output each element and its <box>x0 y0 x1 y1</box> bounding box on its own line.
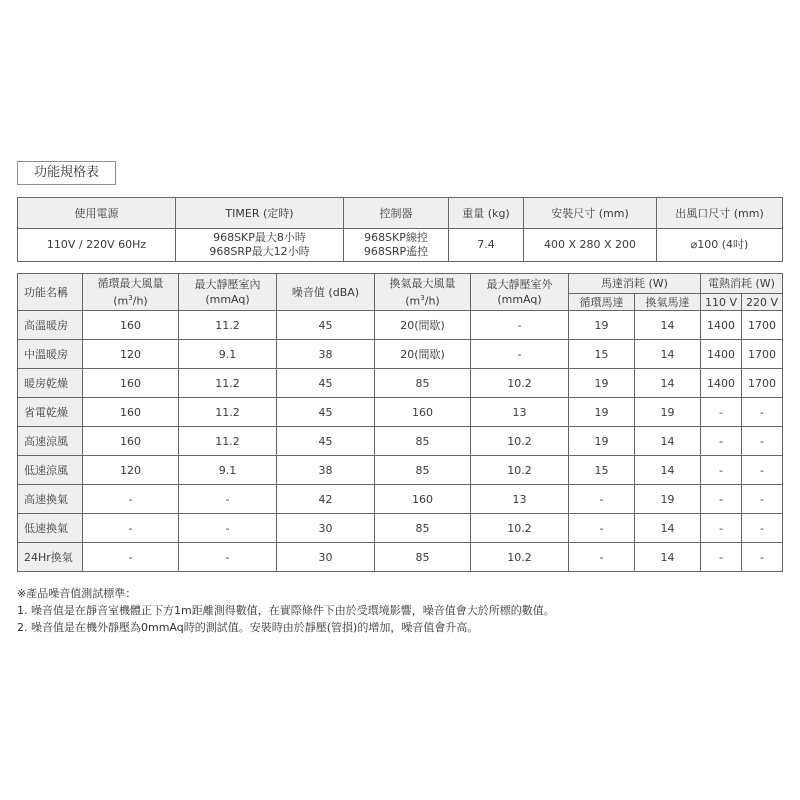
value-cell: - <box>471 340 569 369</box>
value-cell: 160 <box>83 427 179 456</box>
value-cell: 160 <box>83 398 179 427</box>
spec-value-row <box>18 229 783 262</box>
power-value: 110V / 220V 60Hz <box>18 229 176 262</box>
value-cell: - <box>569 514 635 543</box>
value-cell: 85 <box>375 369 471 398</box>
value-cell: 30 <box>277 514 375 543</box>
value-cell: 14 <box>635 427 701 456</box>
value-cell: 11.2 <box>179 369 277 398</box>
value-cell: 85 <box>375 456 471 485</box>
table-row <box>18 543 783 572</box>
controller-line: 968SRP遙控 <box>363 245 429 258</box>
value-cell: 11.2 <box>179 311 277 340</box>
table-row <box>18 514 783 543</box>
value-cell: - <box>701 543 742 572</box>
value-cell: 10.2 <box>471 369 569 398</box>
static-pressure-indoor-header: 最大靜壓室內 (mmAq) <box>179 274 277 311</box>
value-cell: - <box>179 485 277 514</box>
performance-table <box>17 273 783 572</box>
install-size-value: 400 X 280 X 200 <box>524 229 657 262</box>
value-cell: - <box>569 543 635 572</box>
value-cell: 160 <box>83 311 179 340</box>
table-row <box>18 398 783 427</box>
value-cell: 19 <box>635 398 701 427</box>
value-cell: - <box>701 485 742 514</box>
value-cell: 15 <box>569 456 635 485</box>
timer-header: TIMER (定時) <box>176 198 344 229</box>
value-cell: - <box>742 427 783 456</box>
power-header: 使用電源 <box>18 198 176 229</box>
function-name-cell: 低速涼風 <box>18 456 83 485</box>
ventilation-motor-header: 換氣馬達 <box>635 294 701 311</box>
value-cell: 1700 <box>742 340 783 369</box>
value-cell: 120 <box>83 456 179 485</box>
value-cell: - <box>569 485 635 514</box>
value-cell: 14 <box>635 369 701 398</box>
value-cell: 14 <box>635 311 701 340</box>
value-cell: 14 <box>635 340 701 369</box>
perf-header-row <box>18 274 783 294</box>
value-cell: 14 <box>635 543 701 572</box>
timer-line: 968SRP最大12小時 <box>209 245 310 258</box>
value-cell: - <box>179 514 277 543</box>
value-cell: 160 <box>83 369 179 398</box>
perf-body <box>18 311 783 572</box>
spec-header-row <box>18 198 783 229</box>
heater-consumption-header: 電熱消耗 (W) <box>701 274 783 294</box>
table-row <box>18 427 783 456</box>
value-cell: - <box>179 543 277 572</box>
value-cell: 45 <box>277 427 375 456</box>
heater-110v-header: 110 V <box>701 294 742 311</box>
function-name-cell: 暖房乾燥 <box>18 369 83 398</box>
value-cell: 19 <box>569 369 635 398</box>
circulation-flow-header: 循環最大風量 $(m^3/h)$ <box>83 274 179 311</box>
value-cell: 120 <box>83 340 179 369</box>
value-cell: - <box>701 427 742 456</box>
function-name-cell: 高溫暖房 <box>18 311 83 340</box>
value-cell: 10.2 <box>471 456 569 485</box>
spec-table <box>17 197 783 262</box>
function-name-cell: 中溫暖房 <box>18 340 83 369</box>
table-row <box>18 456 783 485</box>
value-cell: 10.2 <box>471 514 569 543</box>
value-cell: 13 <box>471 485 569 514</box>
noise-header: 噪音值 (dBA) <box>277 274 375 311</box>
value-cell: 13 <box>471 398 569 427</box>
value-cell: 10.2 <box>471 543 569 572</box>
function-name-cell: 省電乾燥 <box>18 398 83 427</box>
outlet-size-header: 出風口尺寸 (mm) <box>657 198 783 229</box>
value-cell: - <box>742 485 783 514</box>
function-name-cell: 高速涼風 <box>18 427 83 456</box>
value-cell: - <box>83 485 179 514</box>
timer-line: 968SKP最大8小時 <box>213 231 306 244</box>
value-cell: - <box>83 514 179 543</box>
function-header: 功能名稱 <box>18 274 83 311</box>
value-cell: 85 <box>375 514 471 543</box>
page-title: 功能規格表 <box>17 161 116 185</box>
heater-220v-header: 220 V <box>742 294 783 311</box>
notes <box>17 585 555 636</box>
controller-header: 控制器 <box>344 198 449 229</box>
value-cell: 1400 <box>701 340 742 369</box>
value-cell: 11.2 <box>179 398 277 427</box>
value-cell: - <box>742 514 783 543</box>
motor-consumption-header: 馬達消耗 (W) <box>569 274 701 294</box>
notes-heading: ※產品噪音值測試標準： <box>17 587 137 600</box>
value-cell: 38 <box>277 340 375 369</box>
value-cell: - <box>701 514 742 543</box>
value-cell: 160 <box>375 485 471 514</box>
value-cell: - <box>742 456 783 485</box>
install-size-header: 安裝尺寸 (mm) <box>524 198 657 229</box>
outlet-size-value: ⌀100 (4吋) <box>657 229 783 262</box>
value-cell: 9.1 <box>179 456 277 485</box>
value-cell: 160 <box>375 398 471 427</box>
table-row <box>18 311 783 340</box>
weight-value: 7.4 <box>449 229 524 262</box>
value-cell: - <box>701 398 742 427</box>
value-cell: - <box>471 311 569 340</box>
value-cell: - <box>742 398 783 427</box>
value-cell: 45 <box>277 311 375 340</box>
value-cell: 1700 <box>742 311 783 340</box>
value-cell: - <box>701 456 742 485</box>
value-cell: 10.2 <box>471 427 569 456</box>
table-row <box>18 485 783 514</box>
value-cell: - <box>83 543 179 572</box>
value-cell: 14 <box>635 514 701 543</box>
circulation-motor-header: 循環馬達 <box>569 294 635 311</box>
timer-value <box>176 229 344 262</box>
table-row <box>18 340 783 369</box>
value-cell: 45 <box>277 398 375 427</box>
controller-value <box>344 229 449 262</box>
value-cell: 42 <box>277 485 375 514</box>
value-cell: 85 <box>375 543 471 572</box>
ventilation-flow-header: 換氣最大風量 $(m^3/h)$ <box>375 274 471 311</box>
value-cell: 85 <box>375 427 471 456</box>
value-cell: 30 <box>277 543 375 572</box>
static-pressure-outdoor-header: 最大靜壓室外 (mmAq) <box>471 274 569 311</box>
function-name-cell: 低速換氣 <box>18 514 83 543</box>
value-cell: 19 <box>569 398 635 427</box>
value-cell: 1400 <box>701 369 742 398</box>
value-cell: 19 <box>569 427 635 456</box>
value-cell: 19 <box>569 311 635 340</box>
value-cell: 9.1 <box>179 340 277 369</box>
value-cell: 11.2 <box>179 427 277 456</box>
function-name-cell: 高速換氣 <box>18 485 83 514</box>
value-cell: 45 <box>277 369 375 398</box>
table-row <box>18 369 783 398</box>
controller-line: 968SKP線控 <box>364 231 428 244</box>
value-cell: 38 <box>277 456 375 485</box>
value-cell: 15 <box>569 340 635 369</box>
value-cell: - <box>742 543 783 572</box>
value-cell: 14 <box>635 456 701 485</box>
value-cell: 20(間歇) <box>375 311 471 340</box>
value-cell: 1700 <box>742 369 783 398</box>
note-item: 1. 噪音值是在靜音室機體正下方1m距離測得數值，在實際條件下由於受環境影響，噪音值會大於所標的數值。 <box>17 604 555 617</box>
function-name-cell: 24Hr換氣 <box>18 543 83 572</box>
value-cell: 1400 <box>701 311 742 340</box>
value-cell: 20(間歇) <box>375 340 471 369</box>
value-cell: 19 <box>635 485 701 514</box>
note-item: 2. 噪音值是在機外靜壓為0mmAq時的測試值。安裝時由於靜壓(管損)的增加，噪音值會升高。 <box>17 621 479 634</box>
weight-header: 重量 (kg) <box>449 198 524 229</box>
